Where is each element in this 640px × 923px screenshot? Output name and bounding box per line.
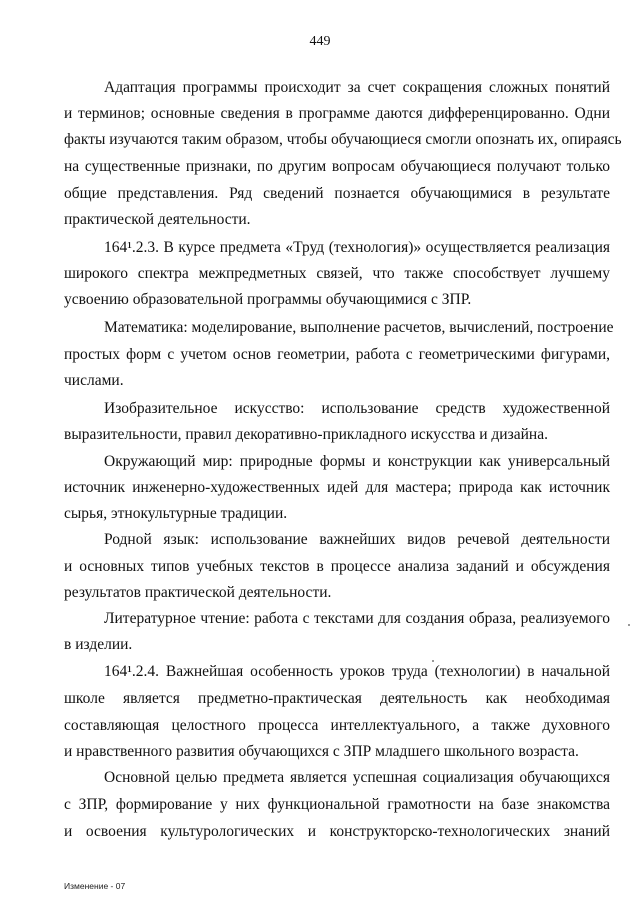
scan-speck [432, 660, 434, 662]
text-line: и терминов; основные сведения в программе даются дифференцированно. Одни [64, 105, 610, 122]
text-line: и основных типов учебных текстов в процессе анализа заданий и обсуждения [64, 558, 610, 575]
text-line: Изобразительное искусство: использование средств художественной [104, 400, 610, 417]
text-line: общие представления. Ряд сведений познается обучающимися в результате [64, 185, 610, 202]
text-line: Окружающий мир: природные формы и конструкции как универсальный [104, 453, 610, 470]
text-line: и освоения культурологических и конструкторско-технологических знаний [64, 823, 610, 840]
text-line: результатов практической деятельности. [64, 584, 332, 601]
text-line: на существенные признаки, по другим вопросам обучающиеся получают только [64, 158, 610, 175]
text-line: составляющая целостного процесса интеллектуального, а также духовного [64, 717, 610, 734]
text-line: 164¹.2.3. В курсе предмета «Труд (технология)» осуществляется реализация [104, 239, 610, 256]
text-line: источник инженерно-художественных идей для мастера; природа как источник [64, 479, 610, 496]
text-line: усвоению образовательной программы обучающимися с ЗПР. [64, 291, 472, 308]
text-line: сырья, этнокультурные традиции. [64, 505, 288, 522]
text-line: широкого спектра межпредметных связей, что также способствует лучшему [64, 265, 610, 282]
text-line: факты изучаются таким образом, чтобы обучающиеся смогли опознать их, опираясь [64, 131, 622, 148]
scan-speck [628, 624, 630, 626]
text-line: школе является предметно-практическая деятельность как необходимая [64, 690, 610, 707]
text-line: с ЗПР, формирование у них функциональной грамотности на базе знакомства [64, 796, 610, 813]
text-line: 164¹.2.4. Важнейшая особенность уроков труда (технологии) в начальной [104, 663, 610, 680]
text-line: Математика: моделирование, выполнение расчетов, вычислений, построение [104, 319, 614, 336]
footer-note: Изменение - 07 [64, 881, 126, 891]
text-line: практической деятельности. [64, 211, 251, 228]
text-line: Родной язык: использование важнейших видов речевой деятельности [104, 531, 610, 548]
text-line: числами. [64, 372, 124, 389]
text-line: и нравственного развития обучающихся с ЗПР младшего школьного возраста. [64, 743, 579, 760]
text-line: выразительности, правил декоративно-прикладного искусства и дизайна. [64, 426, 548, 443]
text-line: Основной целью предмета является успешная социализация обучающихся [104, 769, 610, 786]
text-line: простых форм с учетом основ геометрии, работа с геометрическими фигурами, [64, 346, 610, 363]
page-number: 449 [309, 34, 331, 49]
text-line: Адаптация программы происходит за счет сокращения сложных понятий [104, 79, 610, 96]
text-line: в изделии. [64, 636, 133, 653]
text-line: Литературное чтение: работа с текстами для создания образа, реализуемого [104, 610, 610, 627]
